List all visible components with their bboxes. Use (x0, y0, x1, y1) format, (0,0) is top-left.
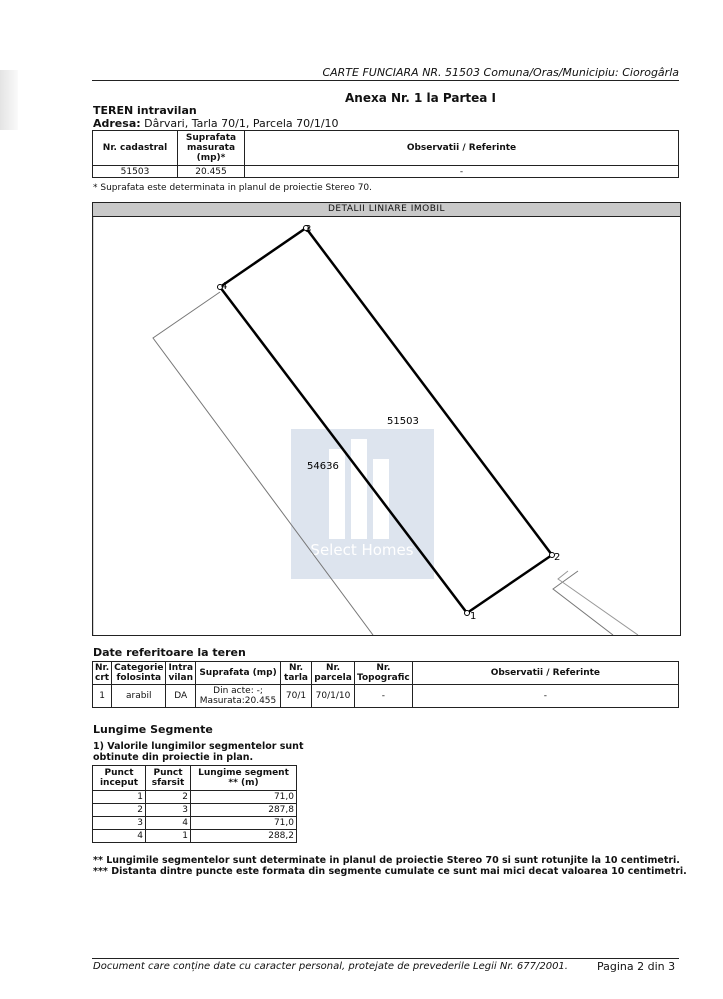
cell-end: 2 (146, 791, 191, 804)
segments-title: Lungime Segmente (93, 723, 213, 736)
cell-observatii: - (245, 166, 679, 178)
address (93, 117, 339, 130)
address-value: Dârvari, Tarla 70/1, Parcela 70/1/10 (144, 117, 339, 130)
cell-end: 1 (146, 830, 191, 843)
land-data-title: Date referitoare la teren (93, 646, 246, 659)
cell-length: 71,0 (191, 817, 297, 830)
point-4-label: 4 (221, 281, 228, 292)
parcel-label-54636: 54636 (307, 461, 339, 472)
cell-observatii-teren: - (412, 685, 678, 708)
land-data-table (92, 661, 679, 708)
cell-start: 3 (93, 817, 146, 830)
point-1-marker (465, 611, 470, 616)
th-suprafata: Suprafata masurata (mp)* (178, 131, 245, 166)
segments-table (92, 765, 297, 843)
th-observatii-teren: Observatii / Referinte (412, 662, 678, 685)
th-intravilan: Intra vilan (166, 662, 196, 685)
cell-nr-topografic: - (355, 685, 413, 708)
table-row (93, 791, 297, 804)
th-punct-sfarsit: Punct sfarsit (146, 766, 191, 791)
segments-subtitle: 1) Valorile lungimilor segmentelor sunt obtinute din proiectie in plan. (93, 741, 304, 763)
segment-notes (93, 855, 687, 877)
point-2-label: 2 (554, 552, 561, 563)
cell-start: 2 (93, 804, 146, 817)
drawing-title: DETALII LINIARE IMOBIL (93, 203, 680, 217)
cell-suprafata: 20.455 (178, 166, 245, 178)
th-lungime: Lungime segment ** (m) (191, 766, 297, 791)
document-header: CARTE FUNCIARA NR. 51503 Comuna/Oras/Municipiu: Ciorogârla (322, 66, 679, 79)
cell-nr-parcela: 70/1/10 (312, 685, 355, 708)
table-row (93, 817, 297, 830)
cadastral-table (92, 130, 679, 178)
parcel-sketch (93, 217, 680, 635)
cell-start: 4 (93, 830, 146, 843)
watermark (291, 429, 434, 579)
cell-nr-crt: 1 (93, 685, 112, 708)
watermark-text: Select Homes (310, 541, 414, 559)
cell-end: 4 (146, 817, 191, 830)
segment-note-distance: *** Distanta dintre puncte este formata din segmente cumulate ce sunt mai mici decat valoarea 10 centimetri. (93, 866, 687, 877)
point-3-label: 3 (305, 224, 312, 235)
cell-nr-cadastral: 51503 (93, 166, 178, 178)
point-1-label: 1 (470, 611, 477, 622)
th-nr-crt: Nr. crt (93, 662, 112, 685)
table-row (93, 804, 297, 817)
th-punct-inceput: Punct inceput (93, 766, 146, 791)
header-rule (92, 80, 679, 81)
neighbour-parcel-right (553, 571, 613, 635)
th-nr-cadastral: Nr. cadastral (93, 131, 178, 166)
annex-title: Anexa Nr. 1 la Partea I (345, 91, 496, 105)
parcel-label-51503: 51503 (387, 416, 419, 427)
cell-end: 3 (146, 804, 191, 817)
th-nr-tarla: Nr. tarla (281, 662, 312, 685)
cell-nr-tarla: 70/1 (281, 685, 312, 708)
address-label: Adresa: (93, 117, 141, 130)
cell-intravilan: DA (166, 685, 196, 708)
scan-edge-mark (0, 70, 18, 130)
page-number: Pagina 2 din 3 (597, 960, 676, 973)
segment-note-rounding: ** Lungimile segmentelor sunt determinate in planul de proiectie Stereo 70 si sunt rotunjite la 10 centimetri. (93, 855, 680, 866)
cell-length: 71,0 (191, 791, 297, 804)
land-type: TEREN intravilan (93, 104, 197, 117)
neighbour-parcel-right-inner (558, 571, 638, 635)
parcel-drawing (92, 202, 681, 636)
th-categorie: Categorie folosinta (112, 662, 166, 685)
surface-note: * Suprafata este determinata in planul de proiectie Stereo 70. (93, 183, 373, 193)
th-observatii: Observatii / Referinte (245, 131, 679, 166)
footer-text: Document care conține date cu caracter personal, protejate de prevederile Legii Nr. 677/2001. (93, 961, 568, 972)
th-suprafata-mp: Suprafata (mp) (196, 662, 281, 685)
cell-length: 288,2 (191, 830, 297, 843)
cell-suprafata-mp: Din acte: -; Masurata:20.455 (196, 685, 281, 708)
cell-start: 1 (93, 791, 146, 804)
footer-rule (92, 958, 679, 959)
cell-categorie: arabil (112, 685, 166, 708)
cell-length: 287,8 (191, 804, 297, 817)
table-row (93, 830, 297, 843)
th-nr-topografic: Nr. Topografic (355, 662, 413, 685)
th-nr-parcela: Nr. parcela (312, 662, 355, 685)
